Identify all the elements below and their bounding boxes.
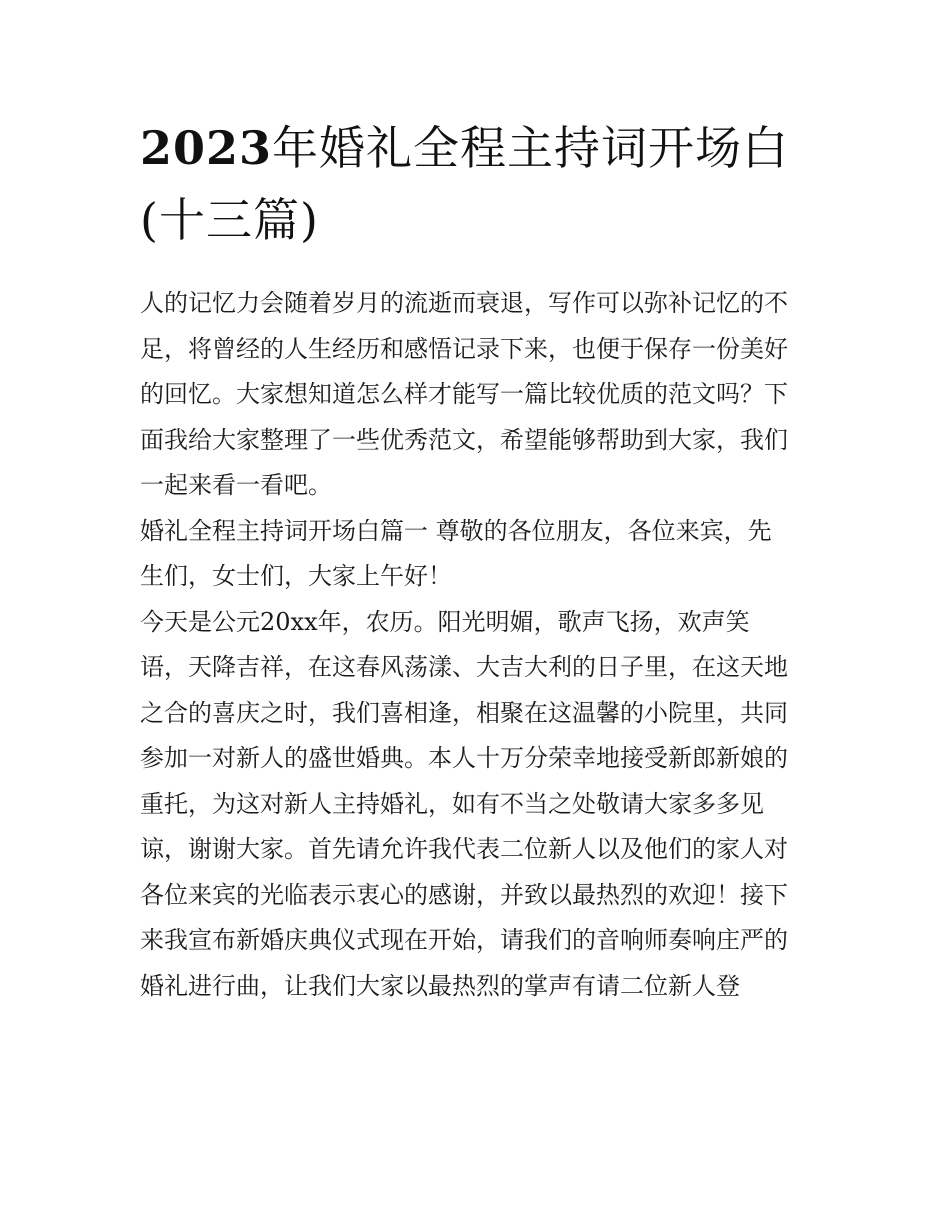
text-line: 参加一对新人的盛世婚典。本人十万分荣幸地接受新郎新娘的 [140,744,788,772]
paragraph-intro [140,281,812,509]
text-line: 生们，女士们，大家上午好！ [140,562,452,590]
text-line: 人的记忆力会随着岁月的流逝而衰退，写作可以弥补记忆的不 [140,289,788,317]
text-line: 各位来宾的光临表示衷心的感谢，并致以最热烈的欢迎！接下 [140,880,788,909]
text-line: 谅，谢谢大家。首先请允许我代表二位新人以及他们的家人对 [140,835,788,863]
title-subtitle: (十三篇) [140,193,319,247]
text-line: 语，天降吉祥，在这春风荡漾、大吉大利的日子里，在这天地 [140,653,788,681]
document-title [140,112,820,256]
text-line: 足，将曾经的人生经历和感悟记录下来，也便于保存一份美好 [140,334,788,363]
text-line: 重托，为这对新人主持婚礼，如有不当之处敬请大家多多见 [140,789,764,818]
text-line: 来我宣布新婚庆典仪式现在开始，请我们的音响师奏响庄严的 [140,926,788,954]
text-line: 婚礼全程主持词开场白篇一 尊敬的各位朋友，各位来宾，先 [140,516,772,545]
document-body [140,281,812,1009]
text-line: 面我给大家整理了一些优秀范文，希望能够帮助到大家，我们 [140,425,788,454]
text-line: 今天是公元20xx年，农历。阳光明媚，歌声飞扬，欢声笑 [140,607,750,636]
text-line: 的回忆。大家想知道怎么样才能写一篇比较优质的范文吗？下 [140,380,788,408]
text-line: 婚礼进行曲，让我们大家以最热烈的掌声有请二位新人登 [140,971,740,1000]
text-line: 之合的喜庆之时，我们喜相逢，相聚在这温馨的小院里，共同 [140,698,788,727]
title-text: 年婚礼全程主持词开场白 [272,121,790,175]
text-line: 一起来看一看吧。 [140,471,332,499]
title-year: 2023 [140,121,273,175]
paragraph-opening-speech [140,600,812,1010]
paragraph-section-one-greeting [140,509,812,600]
